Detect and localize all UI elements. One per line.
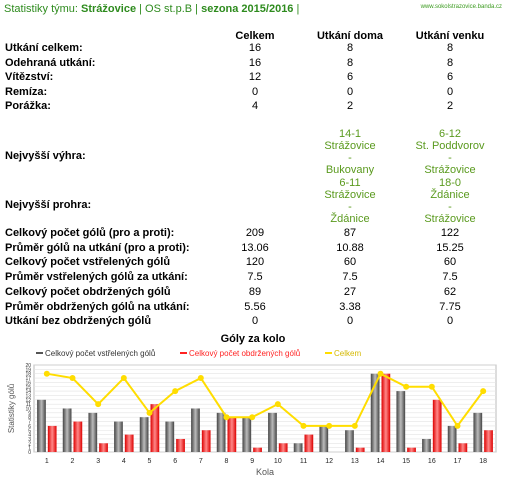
bar-conceded <box>125 435 134 452</box>
rows-value-0-1: 8 <box>346 42 354 54</box>
y-tick-label: 10 <box>25 406 31 413</box>
rows-value-3-0: 0 <box>251 85 259 98</box>
rows2-label-3: Průměr vstřelených gólů za utkání: <box>5 271 188 284</box>
rows-value-3-2: 0 <box>446 85 454 98</box>
x-tick-label: 9 <box>250 458 255 465</box>
y-tick-label: 2 <box>28 441 31 448</box>
rows2-label-6: Utkání bez obdržených gólů <box>5 315 152 328</box>
bar-conceded <box>74 422 83 452</box>
legend-label: Celkový počet vstřelených gólů <box>45 349 156 358</box>
best-win-label: Nejvyšší výhra: <box>5 150 86 162</box>
rows-value-1-2: 8 <box>446 56 454 69</box>
bar-conceded <box>459 443 468 452</box>
rows2-value-5-2: 7.75 <box>439 300 461 313</box>
bar-scored <box>422 439 431 452</box>
rows-label-0: Utkání celkem: <box>5 42 83 54</box>
bar-scored <box>268 413 277 452</box>
rows-label-1: Odehraná utkání: <box>5 56 96 69</box>
bar-conceded <box>99 443 108 452</box>
point-total <box>455 423 461 429</box>
header-suffix: | <box>293 3 300 15</box>
legend-label: Celkový počet obdržených gólů <box>189 349 301 358</box>
bar-scored <box>114 422 123 452</box>
y-tick-label: 5 <box>28 428 31 435</box>
bar-conceded <box>228 417 237 452</box>
best-win-away: 6-12 St. Poddvorov - Strážovice <box>415 128 485 176</box>
bar-conceded <box>253 448 262 452</box>
y-tick-label: 15 <box>25 384 31 391</box>
rows2-value-2-1: 60 <box>343 256 357 269</box>
x-tick-label: 12 <box>325 458 334 465</box>
x-tick-label: 10 <box>273 458 282 465</box>
rows-value-4-2: 2 <box>446 100 454 112</box>
rows-value-0-2: 8 <box>446 42 454 54</box>
x-tick-label: 4 <box>121 458 126 465</box>
bar-scored <box>63 409 72 453</box>
point-total <box>275 401 281 407</box>
rows2-value-6-2: 0 <box>446 315 454 328</box>
bar-scored <box>242 417 251 452</box>
point-total <box>224 414 230 420</box>
rows-value-1-0: 16 <box>248 56 262 69</box>
rows2-value-4-2: 62 <box>443 285 457 298</box>
rows2-label-5: Průměr obdržených gólů na utkání: <box>5 300 190 313</box>
chart-title: Góly za kolo <box>220 333 286 345</box>
bar-scored <box>140 417 149 452</box>
point-total <box>172 388 178 394</box>
point-total <box>326 423 332 429</box>
bar-conceded <box>176 439 185 452</box>
y-tick-label: 11 <box>25 402 31 409</box>
x-tick-label: 14 <box>376 458 385 465</box>
bar-scored <box>448 426 457 452</box>
y-tick-label: 6 <box>28 423 31 430</box>
rows2-value-1-2: 15.25 <box>436 241 464 254</box>
rows2-label-0: Celkový počet gólů (pro a proti): <box>5 227 175 239</box>
rows2-value-2-0: 120 <box>245 256 265 269</box>
y-tick-label: 7 <box>28 419 31 426</box>
bar-scored <box>88 413 97 452</box>
site-link[interactable]: www.sokolstrazovice.banda.cz <box>420 4 502 10</box>
y-axis-title: Statistiky gólů <box>7 383 16 434</box>
bar-scored <box>345 430 354 452</box>
rows-value-4-0: 4 <box>251 100 259 112</box>
point-total <box>249 414 255 420</box>
x-tick-label: 11 <box>299 458 308 465</box>
rows-value-0-0: 16 <box>248 42 262 54</box>
point-total <box>198 375 204 381</box>
rows2-value-5-0: 5.56 <box>244 300 266 313</box>
x-tick-label: 15 <box>402 458 411 465</box>
rows2-value-3-2: 7.5 <box>442 271 458 284</box>
bar-conceded <box>356 448 365 452</box>
x-tick-label: 16 <box>427 458 436 465</box>
bar-conceded <box>407 448 416 452</box>
rows2-value-0-2: 122 <box>440 227 460 239</box>
header-team: Strážovice <box>81 3 137 15</box>
y-tick-label: 9 <box>28 410 31 417</box>
point-total <box>378 371 384 377</box>
rows-label-3: Remíza: <box>5 85 48 98</box>
rows-label-2: Vítězství: <box>5 71 54 83</box>
point-total <box>70 375 76 381</box>
rows-value-2-1: 6 <box>346 71 354 83</box>
y-tick-label: 0 <box>28 450 31 456</box>
rows2-value-6-1: 0 <box>346 315 354 328</box>
y-tick-label: 4 <box>28 432 31 439</box>
rows2-value-1-0: 13.06 <box>241 241 269 254</box>
point-total <box>121 375 127 381</box>
bar-scored <box>37 400 46 452</box>
rows-value-1-1: 8 <box>346 56 354 69</box>
y-tick-label: 18 <box>25 371 31 378</box>
y-tick-label: 8 <box>28 415 31 422</box>
y-tick-label: 16 <box>25 380 31 387</box>
point-total <box>147 410 153 416</box>
rows2-value-4-0: 89 <box>248 285 262 298</box>
worst-loss-away: 18-0 Ždánice - Strážovice <box>424 177 476 225</box>
worst-loss-home: 6-11 Strážovice - Ždánice <box>324 177 376 225</box>
rows2-value-2-2: 60 <box>443 256 457 269</box>
rows-value-2-0: 12 <box>248 71 262 83</box>
x-tick-label: 13 <box>350 458 359 465</box>
bar-scored <box>294 443 303 452</box>
bar-scored <box>473 413 482 452</box>
rows2-value-0-1: 87 <box>343 227 357 239</box>
worst-loss-label: Nejvyšší prohra: <box>5 199 92 211</box>
rows2-value-5-1: 3.38 <box>339 300 361 313</box>
bar-conceded <box>433 400 442 452</box>
header-prefix: Statistiky týmu: <box>4 3 82 15</box>
rows2-value-4-1: 27 <box>343 285 357 298</box>
rows2-value-6-0: 0 <box>251 315 259 328</box>
bar-scored <box>191 409 200 453</box>
rows2-label-4: Celkový počet obdržených gólů <box>5 285 171 298</box>
legend-label: Celkem <box>334 349 362 358</box>
x-axis-title: Kola <box>255 467 275 477</box>
rows2-label-1: Průměr gólů na utkání (pro a proti): <box>5 241 190 254</box>
y-tick-label: 1 <box>28 445 31 452</box>
bar-conceded <box>48 426 57 452</box>
y-tick-label: 14 <box>25 389 31 396</box>
x-tick-label: 8 <box>224 458 229 465</box>
y-tick-label: 12 <box>25 397 31 404</box>
rows-value-4-1: 2 <box>346 100 354 112</box>
x-tick-label: 17 <box>453 458 462 465</box>
point-total <box>480 388 486 394</box>
x-tick-label: 5 <box>147 458 152 465</box>
y-tick-label: 17 <box>25 376 31 383</box>
col-header-home: Utkání doma <box>316 30 383 42</box>
header-season: sezona 2015/2016 <box>201 3 294 15</box>
bar-scored <box>165 422 174 452</box>
point-total <box>403 384 409 390</box>
bar-conceded <box>202 430 211 452</box>
x-tick-label: 7 <box>198 458 203 465</box>
y-tick-label: 19 <box>25 367 31 374</box>
point-total <box>429 384 435 390</box>
x-tick-label: 18 <box>479 458 488 465</box>
point-total <box>44 371 50 377</box>
bar-scored <box>396 391 405 452</box>
rows2-value-0-0: 209 <box>245 227 265 239</box>
bar-conceded <box>279 443 288 452</box>
x-tick-label: 3 <box>96 458 101 465</box>
x-tick-label: 1 <box>44 458 49 465</box>
y-tick-label: 3 <box>28 436 31 443</box>
header-league: | OS st.p.B | <box>136 3 202 15</box>
point-total <box>352 423 358 429</box>
col-header-away: Utkání venku <box>415 30 485 42</box>
best-win-home: 14-1 Strážovice - Bukovany <box>324 128 376 176</box>
bar-scored <box>319 426 328 452</box>
point-total <box>95 401 101 407</box>
bar-conceded <box>484 430 493 452</box>
x-tick-label: 2 <box>70 458 75 465</box>
rows-value-2-2: 6 <box>446 71 454 83</box>
rows2-value-3-0: 7.5 <box>247 271 263 284</box>
y-tick-label: 13 <box>25 393 31 400</box>
x-tick-label: 6 <box>173 458 178 465</box>
rows2-label-2: Celkový počet vstřelených gólů <box>5 256 171 269</box>
col-header-total: Celkem <box>235 30 275 42</box>
rows2-value-3-1: 7.5 <box>342 271 358 284</box>
rows2-value-1-1: 10.88 <box>336 241 364 254</box>
point-total <box>301 423 307 429</box>
y-tick-label: 20 <box>25 363 31 369</box>
bar-conceded <box>305 435 314 452</box>
rows-label-4: Porážka: <box>5 100 51 112</box>
rows-value-3-1: 0 <box>346 85 354 98</box>
bar-conceded <box>382 374 391 452</box>
